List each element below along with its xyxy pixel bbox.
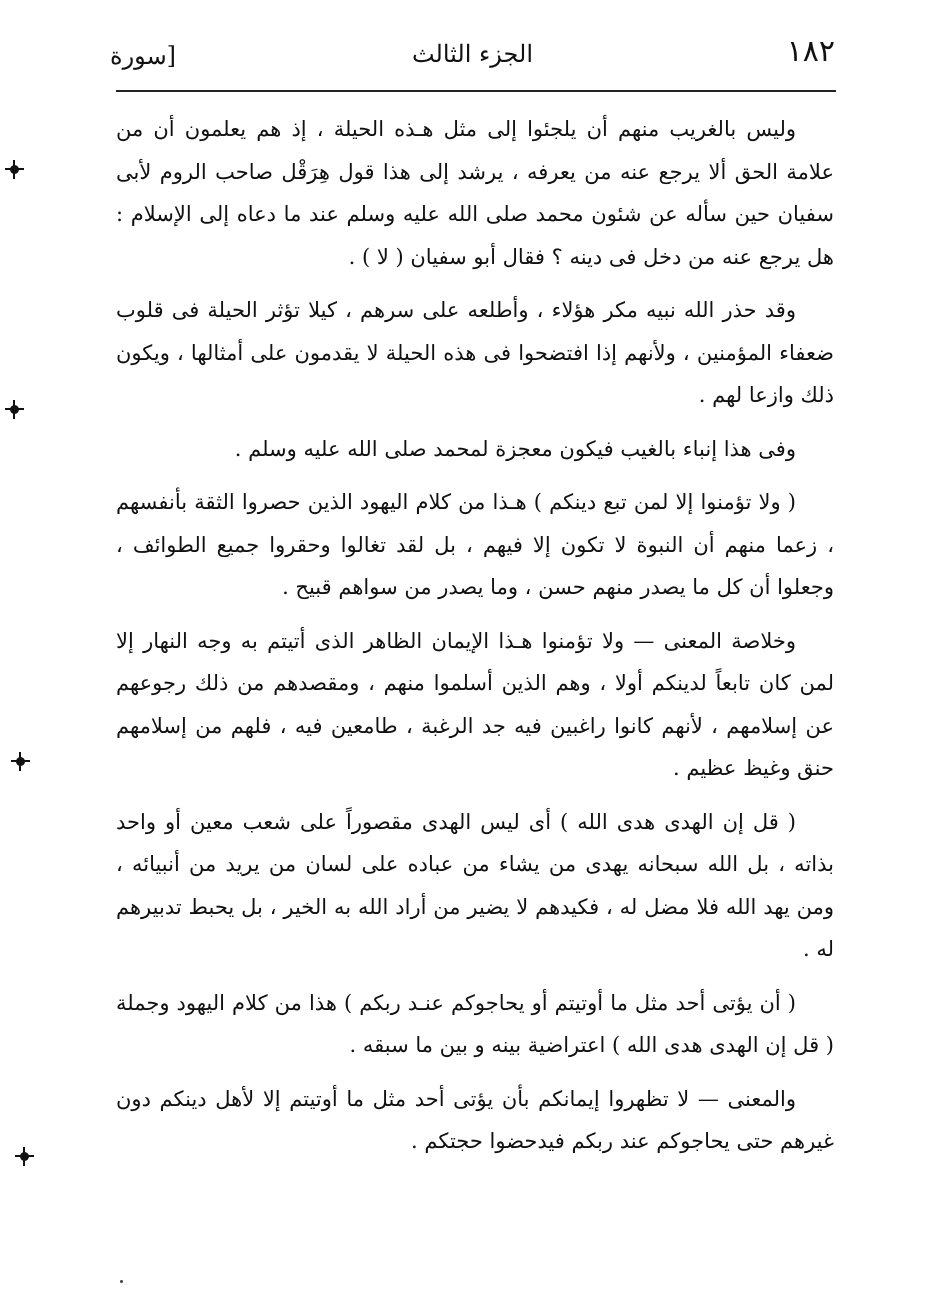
paragraph: ( أن يؤتى أحد مثل ما أوتيتم أو يحاجوكم عنـد ربكم ) هذا من كلام اليهود وجملة ( قل إن الهدى هدى الله ) اعتراضية بينه و بين ما سبقه . [116, 990, 834, 1057]
page-header [110, 30, 835, 88]
header-divider [116, 90, 836, 92]
page-body [116, 108, 834, 1174]
page-number: ١٨٢ [786, 34, 835, 69]
scan-blot [10, 405, 19, 414]
scan-blot [16, 757, 25, 766]
paragraph: وخلاصة المعنى — ولا تؤمنوا هـذا الإيمان الظاهر الذى أتيتم به وجه النهار إلا لمن كان تابعاً لدينكم أولا ، وهم الذين أسلموا منهم ، ومقصدهم من ذلك رجوعهم عن إسلامهم ، لأنهم كانوا راغبين فيه جد الرغبة ، طامعين فيه ، فلهم من إسلامهم حنق وغيظ عظيم . [116, 628, 834, 780]
paragraph: والمعنى — لا تظهروا إيمانكم بأن يؤتى أحد مثل ما أوتيتم إلا لأهل دينكم دون غيرهم حتى يحاجوكم عند ربكم فيدحضوا حجتكم . [116, 1086, 834, 1153]
paragraph: ( ولا تؤمنوا إلا لمن تبع دينكم ) هـذا من كلام اليهود الذين حصروا الثقة بأنفسهم ، زعما منهم أن النبوة لا تكون إلا فيهم ، بل لقد تغالوا وحقروا جميع الطوائف ، وجعلوا أن كل ما يصدر منهم حسن ، وما يصدر من سواهم قبيح . [116, 490, 834, 599]
paragraph: ( قل إن الهدى هدى الله ) أى ليس الهدى مقصوراً على شعب معين أو واحد بذاته ، بل الله سبحانه يهدى من يشاء من عباده على لسان من يريد من أنبيائه ، ومن يهد الله فلا مضل له ، فكيدهم لا يضير من أراد الله به الخير ، بل يحبط تدبيرهم له . [116, 809, 834, 961]
scan-blot [10, 165, 19, 174]
paragraph: وقد حذر الله نبيه مكر هؤلاء ، وأطلعه على سرهم ، كيلا تؤثر الحيلة فى قلوب ضعفاء المؤمنين ، ولأنهم إذا افتضحوا فى هذه الحيلة لا يقدمون على أمثالها ، ويكون ذلك وازعا لهم . [116, 298, 834, 407]
part-title: الجزء الثالث [411, 40, 534, 68]
scan-speck [120, 1280, 123, 1283]
paragraph: وفى هذا إنباء بالغيب فيكون معجزة لمحمد صلى الله عليه وسلم . [234, 436, 796, 461]
surah-running-head: [سورة [110, 42, 177, 70]
scan-blot [20, 1152, 29, 1161]
paragraph: وليس بالغريب منهم أن يلجئوا إلى مثل هـذه الحيلة ، إذ هم يعلمون أن من علامة الحق ألا يرجع عنه من يعرفه ، يرشد إلى هذا قول هِرَقْل صاحب الروم لأبى سفيان حين سأله عن شئون محمد صلى الله عليه وسلم عند ما دعاه إلى الإسلام : هل يرجع عنه من دخل فى دينه ؟ فقال أبو سفيان ( لا ) . [116, 117, 834, 269]
